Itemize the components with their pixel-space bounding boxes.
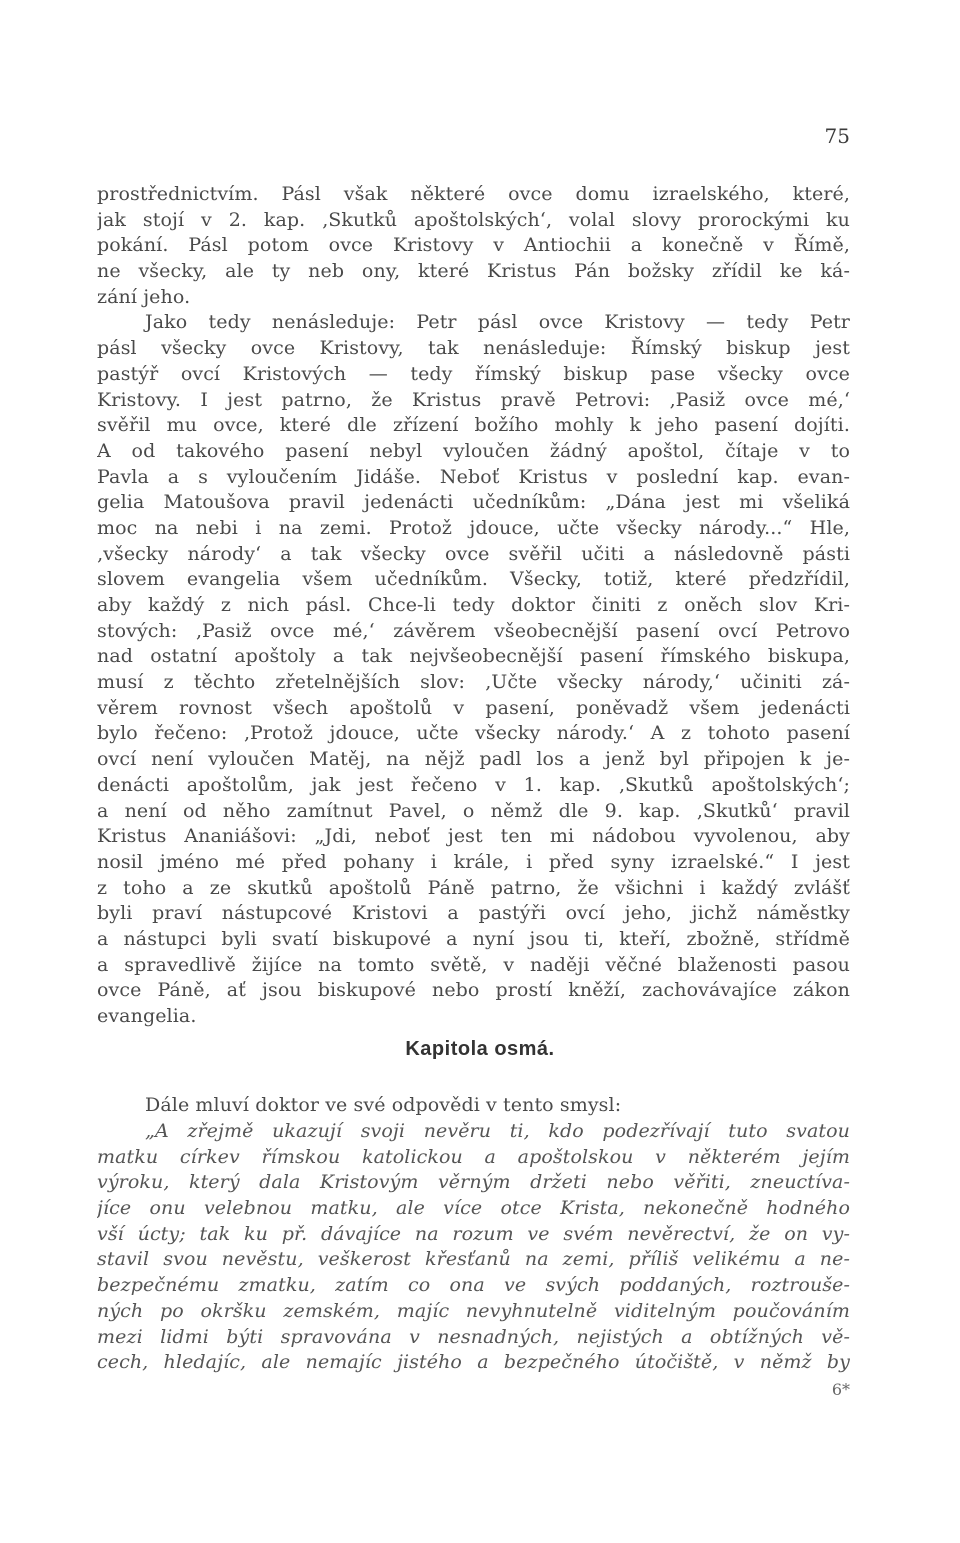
text-line: prostřednictvím. Pásl však některé ovce domu izraelského, které, xyxy=(97,183,850,205)
text-line: Pavla a s vyloučením Jidáše. Neboť Kristus v poslední kap. evan- xyxy=(97,465,850,488)
text-line: ovce Páně, ať jsou biskupové nebo prostí kněží, zachovávajíce zákon xyxy=(97,979,850,1002)
text-line: pásl všecky ovce Kristovy, tak nenásleduje: Římský biskup jest xyxy=(97,337,850,360)
quote-line: výroku, který dala Kristovým věrným držeti nebo věřiti, zneuctíva- xyxy=(97,1171,850,1194)
page-number: 75 xyxy=(824,124,850,148)
text-line: byli praví nástupcové Kristovi a pastýři ovcí jeho, jichž náměstky xyxy=(97,902,850,925)
text-line: a není od něho zamítnut Pavel, o němž dle 9. kap. ‚Skutků‘ pravil xyxy=(97,799,850,822)
quote-line: stavil svou nevěstu, veškerost křesťanů na zemi, příliš velikému a ne- xyxy=(97,1248,850,1271)
quote-line: ných po okršku zemském, majíc nevyhnutelně viditelným poučováním xyxy=(97,1299,850,1322)
text-line: Kristus Ananiášovi: „Jdi, neboť jest ten mi nádobou vyvolenou, aby xyxy=(97,825,850,848)
text-line: nad ostatní apoštoly a tak nejvšeobecnější pasení římského biskupa, xyxy=(97,645,850,668)
quote-line: mezi lidmi býti spravována v nesnadných, nejistých a obtížných vě- xyxy=(97,1325,850,1348)
text-line: slovem evangelia všem učedníkům. Všecky, totiž, které předzřídil, xyxy=(97,568,850,591)
quote-line: matku církev římskou katolickou a apoštolskou v některém jejím xyxy=(97,1145,850,1168)
text-line: moc na nebi i na zemi. Protož jdouce, učte všecky národy...“ Hle, xyxy=(97,516,850,539)
text-line: ‚všecky národy‘ a tak všecky ovce svěřil učiti a následovně pásti xyxy=(97,542,850,565)
quote-line: cech, hledajíc, ale nemajíc jistého a bezpečného útočiště, v němž by xyxy=(97,1351,850,1374)
paragraph-start: Jako tedy nenásleduje: Petr pásl ovce Kristovy — tedy Petr xyxy=(145,311,850,334)
text-line: z toho a ze skutků apoštolů Páně patrno, že všichni i každý zvlášť xyxy=(97,876,850,899)
text-line: pastýř ovcí Kristových — tedy římský biskup pase všecky ovce xyxy=(97,362,850,385)
quote-line: vší úcty; tak ku př. dávajíce na rozum ve svém nevěrectví, že on vy- xyxy=(97,1222,850,1245)
quotation xyxy=(97,1119,850,1376)
text-line: Kristovy. I jest patrno, že Kristus pravě Petrovi: ‚Pasiž ovce mé,‘ xyxy=(97,388,850,411)
text-line: evangelia. xyxy=(97,1005,197,1027)
text-line: nosil jméno mé před pohany i krále, i před syny izraelské.“ I jest xyxy=(97,850,850,873)
chapter-heading: Kapitola osmá. xyxy=(405,1038,555,1060)
text-line: bylo řečeno: ‚Protož jdouce, učte všecky národy.‘ A z tohoto pasení xyxy=(97,722,850,745)
text-line: pokání. Pásl potom ovce Kristovy v Antiochii a konečně v Římě, xyxy=(97,234,850,257)
text-line: jak stojí v 2. kap. ‚Skutků apoštolských‘, volal slovy prorockými ku xyxy=(97,208,850,231)
body-text xyxy=(97,182,850,1030)
quote-line: jíce onu velebnou matku, ale více otce Krista, nekonečně hodného xyxy=(97,1197,850,1220)
text-line: věrem rovnost všech apoštolů v pasení, poněvadž všem jedenácti xyxy=(97,696,850,719)
text-line: a spravedlivě žijíce na tomto světě, v naději věčné blaženosti pasou xyxy=(97,953,850,976)
text-line: ovcí není vyloučen Matěj, na nějž padl los a jenž byl připojen k je- xyxy=(97,748,850,771)
text-line: a nástupci byli svatí biskupové a nyní jsou ti, kteří, zbožně, střídmě xyxy=(97,927,850,950)
text-line: ne všecky, ale ty neb ony, které Kristus Pán božsky zřídil ke ká- xyxy=(97,260,850,283)
text-line: denácti apoštolům, jak jest řečeno v 1. kap. ‚Skutků apoštolských‘; xyxy=(97,773,850,796)
text-line: zání jeho. xyxy=(97,285,191,308)
text-line: musí z těchto zřetelnějších slov: ‚Učte všecky národy,‘ učiniti zá- xyxy=(97,671,850,694)
signature-mark: 6* xyxy=(831,1380,850,1399)
quote-line: bezpečnému zmatku, zatím co ona ve svých poddaných, roztroušе- xyxy=(97,1274,850,1297)
intro-line: Dále mluví doktor ve své odpovědi v tento smysl: xyxy=(145,1094,622,1116)
text-line: svěřil mu ovce, které dle zřízení božího mohly k jeho pasení dojíti. xyxy=(97,414,850,437)
intro-paragraph xyxy=(97,1093,850,1119)
text-line: gelia Matoušova pravil jedenácti učedníkům: „Dána jest mi všeliká xyxy=(97,491,850,514)
quote-line: „A zřejmě ukazují svoji nevěru ti, kdo podezřívají tuto svatou xyxy=(145,1120,850,1142)
text-line: aby každý z nich pásl. Chce-li tedy doktor činiti z oněch slov Kri- xyxy=(97,594,850,616)
text-line: stových: ‚Pasiž ovce mé,‘ závěrem všeobecnější pasení ovcí Petrovo xyxy=(97,619,850,642)
text-line: A od takového pasení nebyl vyloučen žádný apoštol, čítaje v to xyxy=(97,439,850,462)
